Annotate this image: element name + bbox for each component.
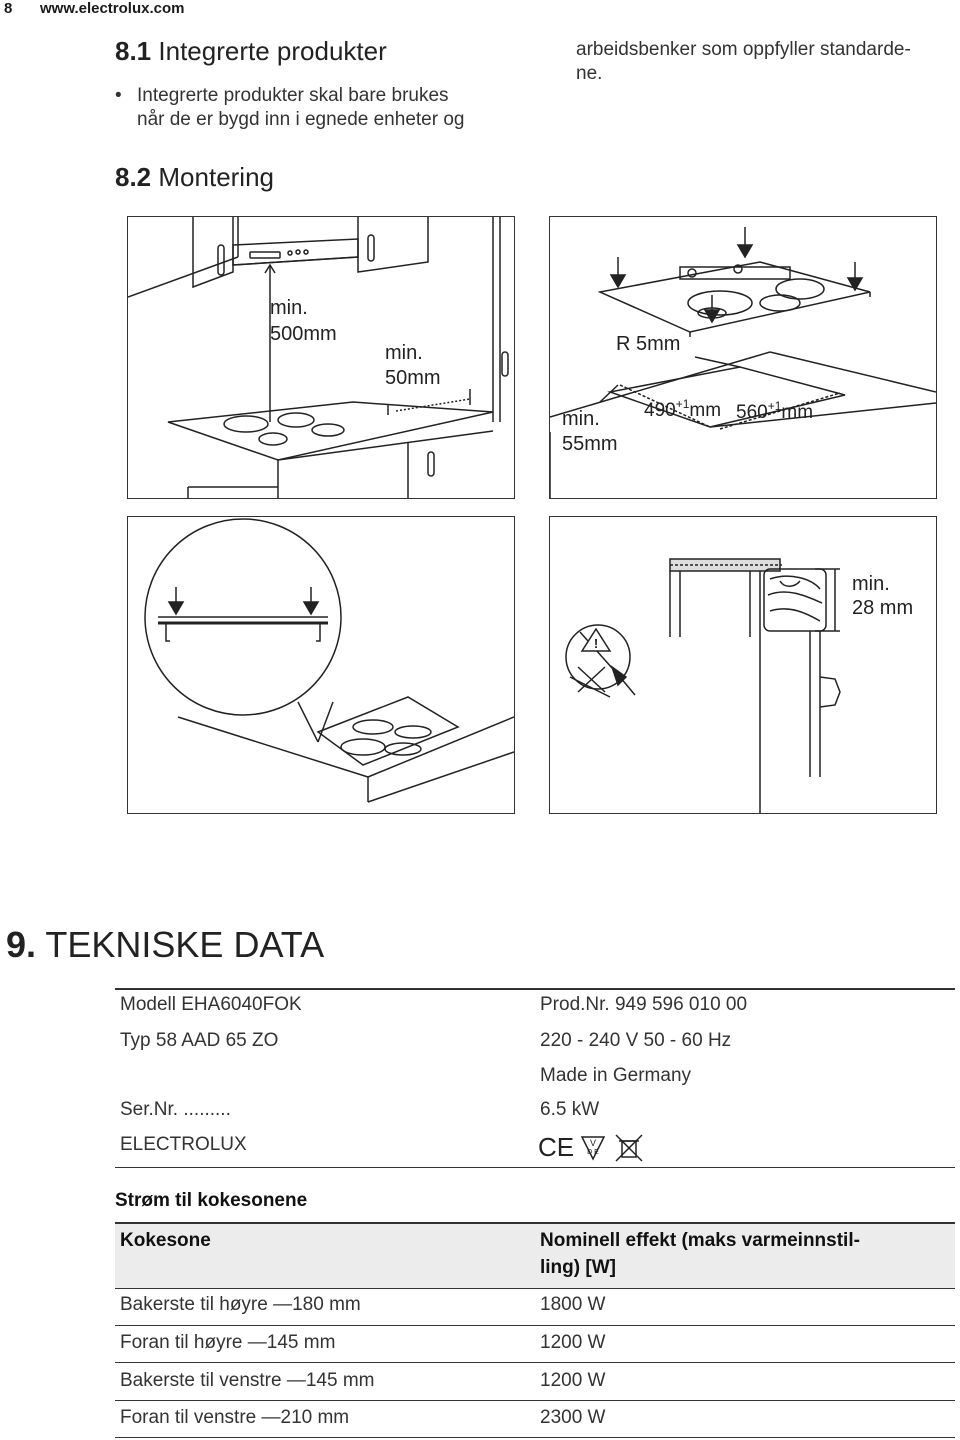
warning-icon: ! [593,636,599,651]
zone-row-1-rule [115,1325,955,1326]
label-r5: R 5mm [616,333,681,355]
label-min-55-line-1: min. [562,408,600,430]
zone-row-4-power: 2300 W [540,1407,606,1428]
tech-type: Typ 58 AAD 65 ZO [120,1030,279,1051]
section-8-1-title: Integrerte produkter [158,36,387,66]
figure-cutout-dimensions-drawing [550,217,936,498]
tech-table-top-rule [115,988,955,990]
dim-490-value: 490 [644,400,676,421]
section-8-1-bullet [115,84,535,132]
zones-header-rule [115,1288,955,1289]
label-min-50-line-2: 50mm [385,367,441,389]
tech-made-in: Made in Germany [540,1065,692,1086]
figure-countertop-thickness-drawing [550,517,936,813]
bullet-line-2: når de er bygd inn i egnede enheter og [137,109,465,130]
section-8-1-heading [115,36,387,67]
figure-cabinet-clearance [127,216,515,499]
tech-ser-nr: Ser.Nr. ......... [120,1099,231,1120]
section-8-2-number: 8.2 [115,162,152,192]
weee-bin-icon [616,1135,642,1161]
bullet-dot-icon: • [115,85,122,106]
certification-marks-drawing [538,1131,648,1163]
vde-letter-v: V [589,1138,597,1148]
dim-490-tolerance: +1 [675,397,690,411]
zones-table-title: Strøm til kokesonene [115,1190,308,1211]
zone-row-4-zone: Foran til venstre —210 mm [120,1407,350,1428]
tech-prod-nr: Prod.Nr. 949 596 010 00 [540,994,748,1015]
vde-letters-de: D E [587,1149,599,1156]
label-min-50-line-1: min. [385,342,423,364]
label-min-28-line-1: min. [852,573,890,595]
tech-brand: ELECTROLUX [120,1134,247,1155]
zone-row-3-zone: Bakerste til venstre —145 mm [120,1370,375,1391]
zone-row-4-rule [115,1437,955,1438]
figure-countertop-thickness [549,516,937,814]
zone-row-2-zone: Foran til høyre —145 mm [120,1332,336,1353]
section-9-heading [6,924,324,966]
continued-line-1: arbeidsbenker som oppfyller standarde- [576,39,911,60]
zones-col-power-header-line-2: ling) [W] [540,1257,616,1278]
zone-row-3-rule [115,1400,955,1401]
figure-hob-insertion [127,516,515,814]
section-9-number: 9. [6,924,37,965]
certification-marks [538,1131,648,1163]
continued-line-2: ne. [576,63,603,84]
tech-power: 6.5 kW [540,1099,600,1120]
label-min-55-line-2: 55mm [562,433,618,455]
label-min-500-line-2: 500mm [270,323,337,345]
dim-560-value: 560 [736,402,768,423]
zones-col-zone-header: Kokesone [120,1230,211,1251]
dim-560-unit: mm [781,402,814,423]
zone-row-3-power: 1200 W [540,1370,606,1391]
tech-table-bottom-rule [115,1167,955,1168]
section-8-1-continued [576,38,956,86]
zone-row-1-power: 1800 W [540,1294,606,1315]
website-link[interactable]: www.electrolux.com [40,0,185,17]
figure-cutout-dimensions [549,216,937,499]
zone-row-2-power: 1200 W [540,1332,606,1353]
dim-490-unit: mm [689,400,722,421]
tech-model: Modell EHA6040FOK [120,994,302,1015]
figure-hob-insertion-drawing [128,517,514,813]
bullet-line-1: Integrerte produkter skal bare brukes [137,85,449,106]
label-min-500-line-1: min. [270,297,308,319]
tech-voltage: 220 - 240 V 50 - 60 Hz [540,1030,732,1051]
section-8-2-heading [115,162,274,193]
section-9-title: TEKNISKE DATA [45,924,325,965]
dim-560-tolerance: +1 [767,399,782,413]
section-8-1-number: 8.1 [115,36,152,66]
page-number: 8 [4,0,13,17]
label-min-28-line-2: 28 mm [852,597,914,619]
zone-row-2-rule [115,1362,955,1363]
zones-col-power-header-line-1: Nominell effekt (maks varmeinnstil- [540,1230,860,1251]
ce-mark-icon: CE [538,1132,575,1162]
figure-cabinet-clearance-drawing [128,217,514,498]
section-8-2-title: Montering [158,162,275,192]
zone-row-1-zone: Bakerste til høyre —180 mm [120,1294,361,1315]
